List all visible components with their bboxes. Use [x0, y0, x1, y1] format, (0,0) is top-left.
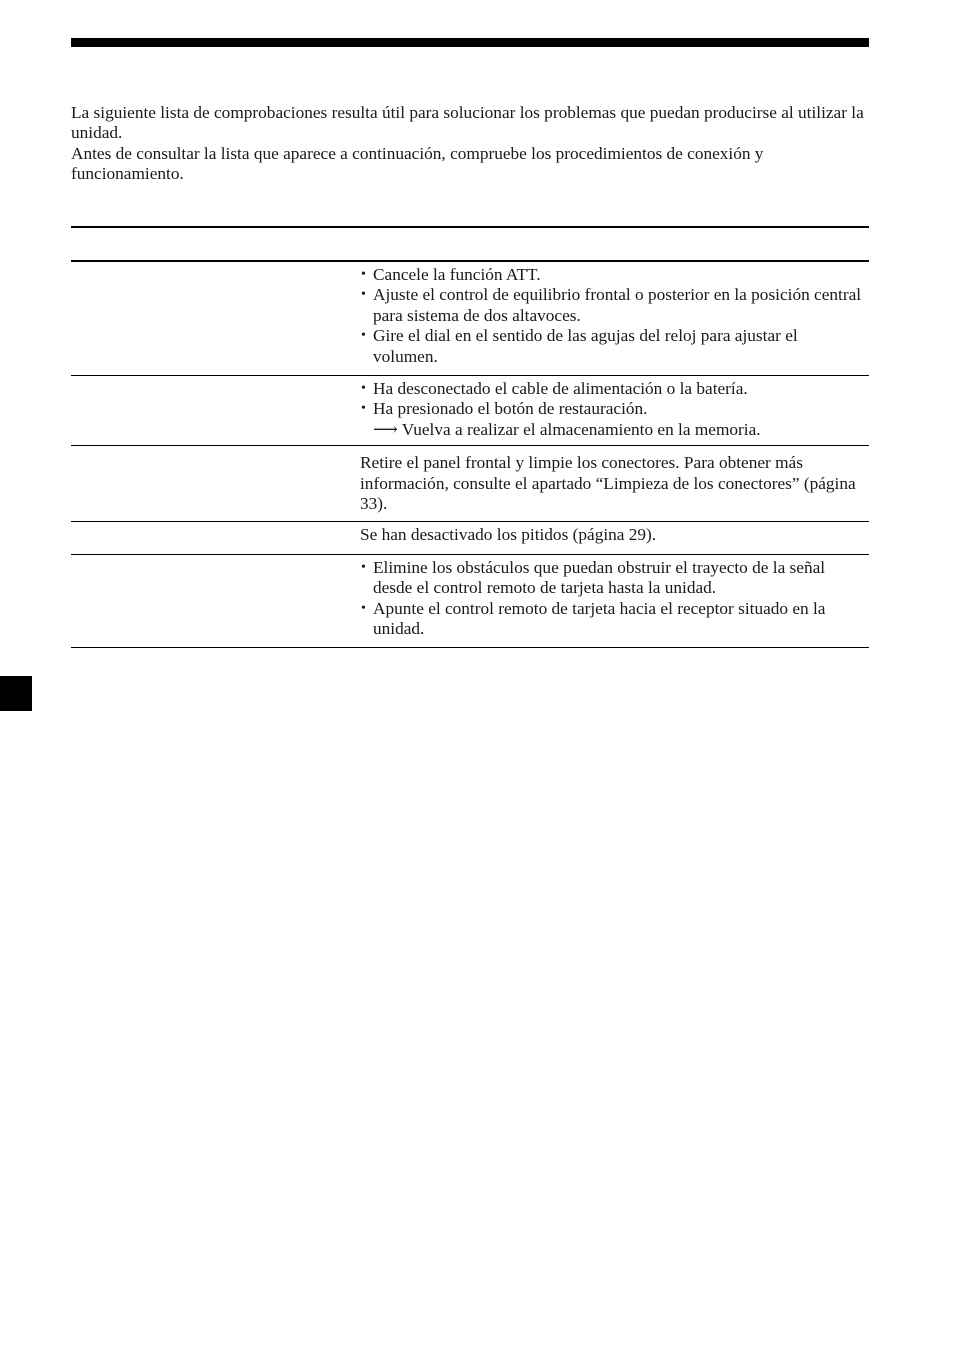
- solution-cell: [360, 379, 869, 440]
- solution-cell: [360, 265, 869, 367]
- list-item: • Ha presionado el botón de restauración.: [361, 399, 648, 419]
- page-side-tab: [0, 676, 32, 711]
- solution-cell: [360, 558, 869, 640]
- list-item: • Cancele la función ATT.: [361, 265, 541, 284]
- table-row: [71, 262, 869, 376]
- problem-cell: [71, 379, 360, 440]
- table-row: [71, 376, 869, 446]
- list-item: • Apunte el control remoto de tarjeta hacia el receptor situado en la unidad.: [361, 598, 826, 639]
- solution-text: Retire el panel frontal y limpie los conectores. Para obtener más información, consulte el apartado “Limpieza de los conectores” (página 33).: [360, 453, 856, 514]
- table-row: [71, 522, 869, 554]
- bullet-icon: •: [361, 401, 366, 417]
- problem-cell: [71, 558, 360, 640]
- right-arrow-icon: ⟶: [373, 419, 398, 439]
- list-item: • Ha desconectado el cable de alimentación o la batería.: [361, 379, 748, 399]
- title-bar-rule: [71, 38, 869, 47]
- arrow-note: ⟶ Vuelva a realizar el almacenamiento en la memoria.: [373, 419, 761, 439]
- list-item: • Gire el dial en el sentido de las agujas del reloj para ajustar el volumen.: [361, 326, 798, 366]
- bullet-icon: •: [361, 559, 366, 575]
- list-item: • Elimine los obstáculos que puedan obstruir el trayecto de la señal desde el control remoto de tarjeta hasta la unidad.: [361, 557, 826, 598]
- bullet-icon: •: [361, 600, 366, 616]
- bullet-icon: •: [361, 267, 366, 282]
- table-row: [71, 446, 869, 522]
- list-item: • Ajuste el control de equilibrio frontal o posterior en la posición central para sistema de dos altavoces.: [361, 285, 862, 325]
- table-header: [71, 226, 869, 262]
- solution-text: Se han desactivado los pitidos (página 29).: [360, 525, 657, 545]
- solution-cell: [360, 453, 869, 514]
- solution-cell: [360, 525, 869, 545]
- intro-paragraph-1: La siguiente lista de comprobaciones resulta útil para solucionar los problemas que puedan producirse al utilizar la unidad.: [71, 103, 864, 143]
- bullet-icon: •: [361, 381, 366, 397]
- problem-cell: [71, 453, 360, 514]
- problem-cell: [71, 265, 360, 367]
- table-row: [71, 555, 869, 648]
- troubleshooting-table: [71, 226, 869, 648]
- intro-text: [71, 103, 871, 185]
- problem-cell: [71, 525, 360, 545]
- header-problem: [71, 228, 360, 260]
- bullet-icon: •: [361, 287, 366, 303]
- intro-paragraph-2: Antes de consultar la lista que aparece a continuación, compruebe los procedimientos de conexión y funcionamiento.: [71, 143, 764, 184]
- bullet-icon: •: [361, 328, 366, 344]
